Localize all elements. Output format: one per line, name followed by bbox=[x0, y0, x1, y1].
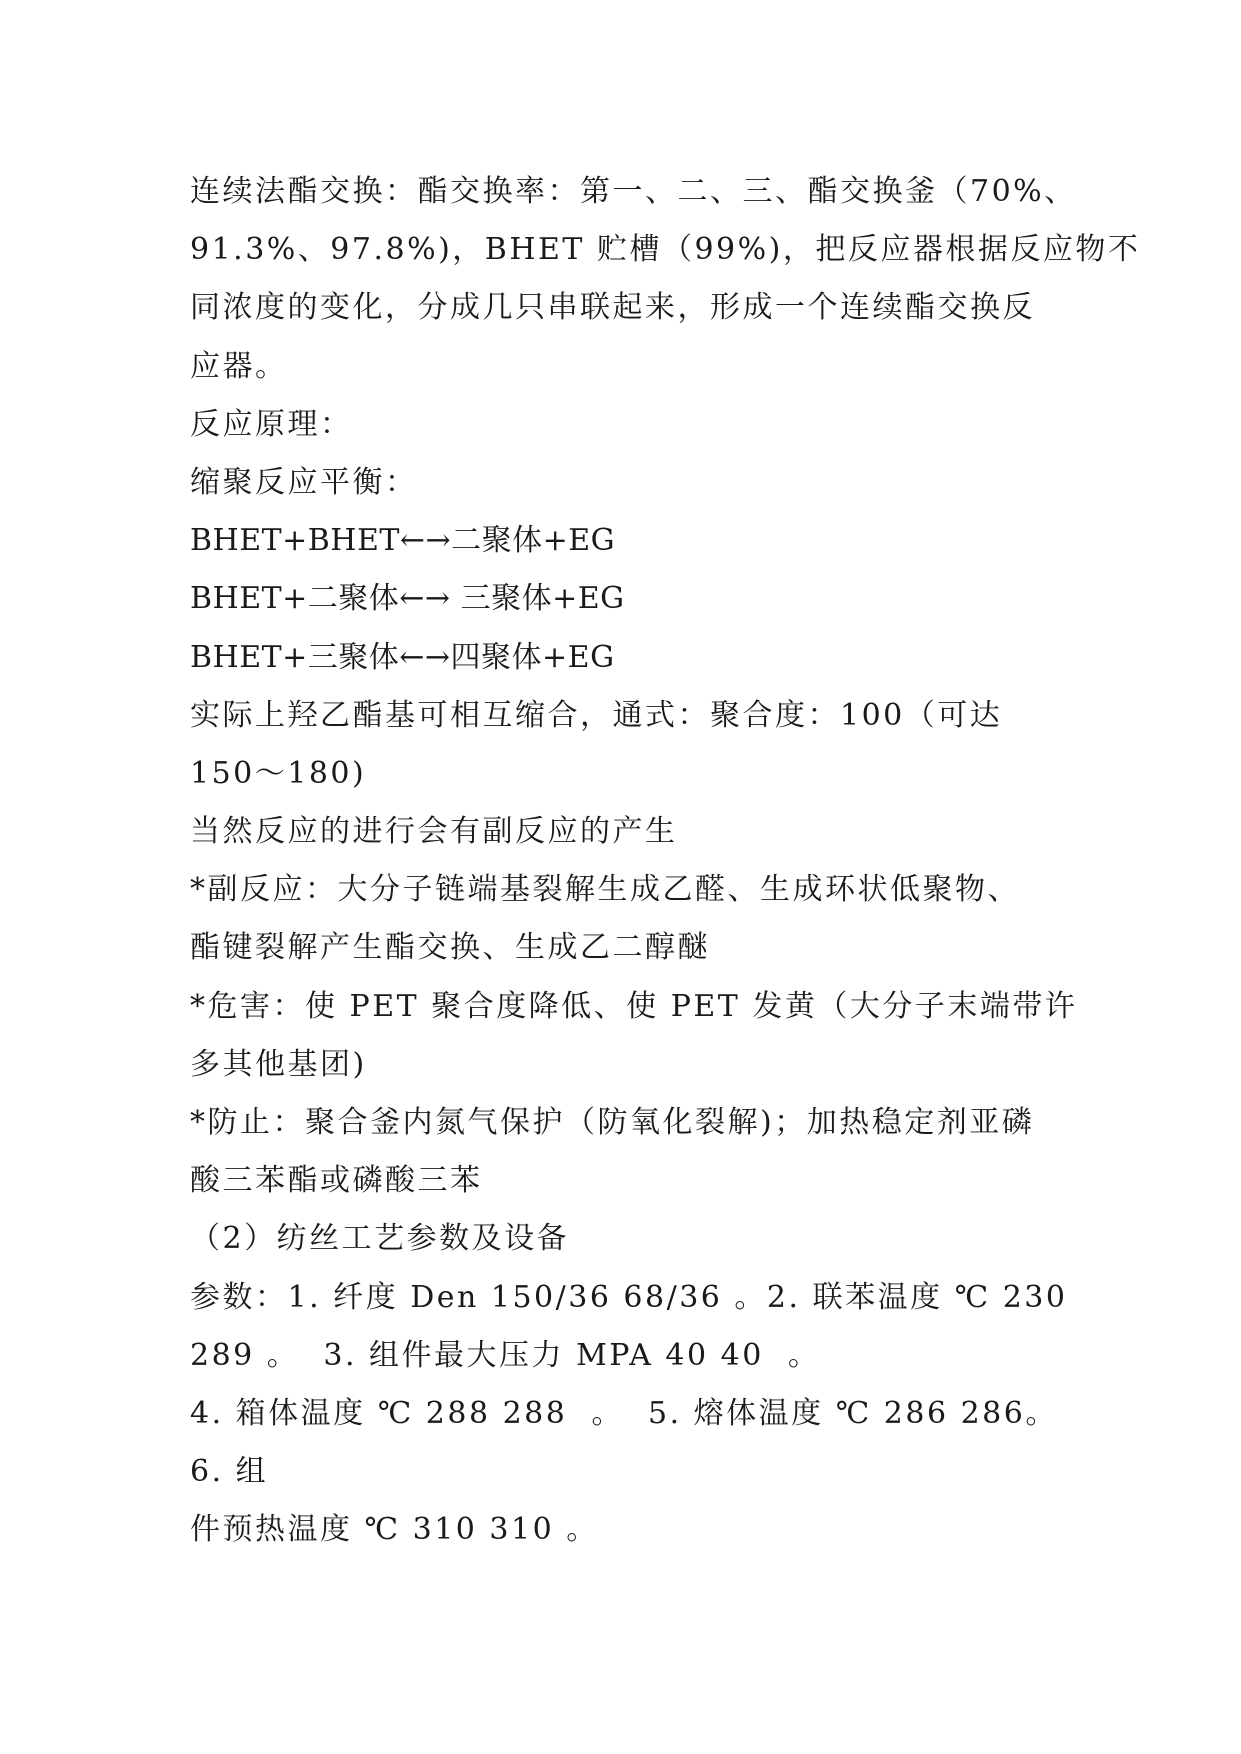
bullet-line: 酸三苯酯或磷酸三苯 bbox=[190, 1163, 483, 1199]
paragraph-line: 连续法酯交换：酯交换率：第一、二、三、酯交换釜（70%、 bbox=[190, 174, 1077, 209]
paragraph-line: 当然反应的进行会有副反应的产生 bbox=[190, 814, 678, 850]
paragraph-line: 同浓度的变化，分成几只串联起来，形成一个连续酯交换反 bbox=[190, 290, 1035, 326]
bullet-line: *危害：使 PET 聚合度降低、使 PET 发黄（大分子末端带许 bbox=[190, 988, 1078, 1024]
paragraph-line: 150～180) bbox=[190, 755, 367, 791]
parameter-line: 6. 组 bbox=[190, 1454, 269, 1490]
paragraph-line: 应器。 bbox=[190, 348, 288, 384]
section-heading: 反应原理： bbox=[190, 406, 353, 442]
parameter-line: 289 。 3. 组件最大压力 MPA 40 40 。 bbox=[190, 1337, 821, 1373]
document-body bbox=[190, 163, 1141, 1560]
parameter-line: 4. 箱体温度 ℃ 288 288 。 5. 熔体温度 ℃ 286 286。 bbox=[190, 1395, 1058, 1431]
bullet-line: *副反应：大分子链端基裂解生成乙醛、生成环状低聚物、 bbox=[190, 872, 1020, 908]
bullet-line: *防止：聚合釜内氮气保护（防氧化裂解)；加热稳定剂亚磷 bbox=[190, 1105, 1035, 1140]
bullet-line: 多其他基团) bbox=[190, 1046, 367, 1082]
paragraph-line: 91.3%、97.8%)，BHET 贮槽（99%)，把反应器根据反应物不 bbox=[190, 232, 1141, 268]
paragraph-line: 实际上羟乙酯基可相互缩合，通式：聚合度：100（可达 bbox=[190, 697, 1003, 733]
section-heading: 缩聚反应平衡： bbox=[190, 464, 418, 500]
parameter-line: 件预热温度 ℃ 310 310 。 bbox=[190, 1512, 599, 1548]
reaction-equation: BHET+三聚体←→四聚体+EG bbox=[190, 639, 615, 675]
parameter-line: 参数：1. 纤度 Den 150/36 68/36 。2. 联苯温度 ℃ 230 bbox=[190, 1279, 1068, 1315]
bullet-line: 酯键裂解产生酯交换、生成乙二醇醚 bbox=[190, 930, 710, 966]
section-heading: （2）纺丝工艺参数及设备 bbox=[190, 1221, 570, 1257]
reaction-equation: BHET+二聚体←→ 三聚体+EG bbox=[190, 581, 625, 617]
reaction-equation: BHET+BHET←→二聚体+EG bbox=[190, 523, 616, 559]
